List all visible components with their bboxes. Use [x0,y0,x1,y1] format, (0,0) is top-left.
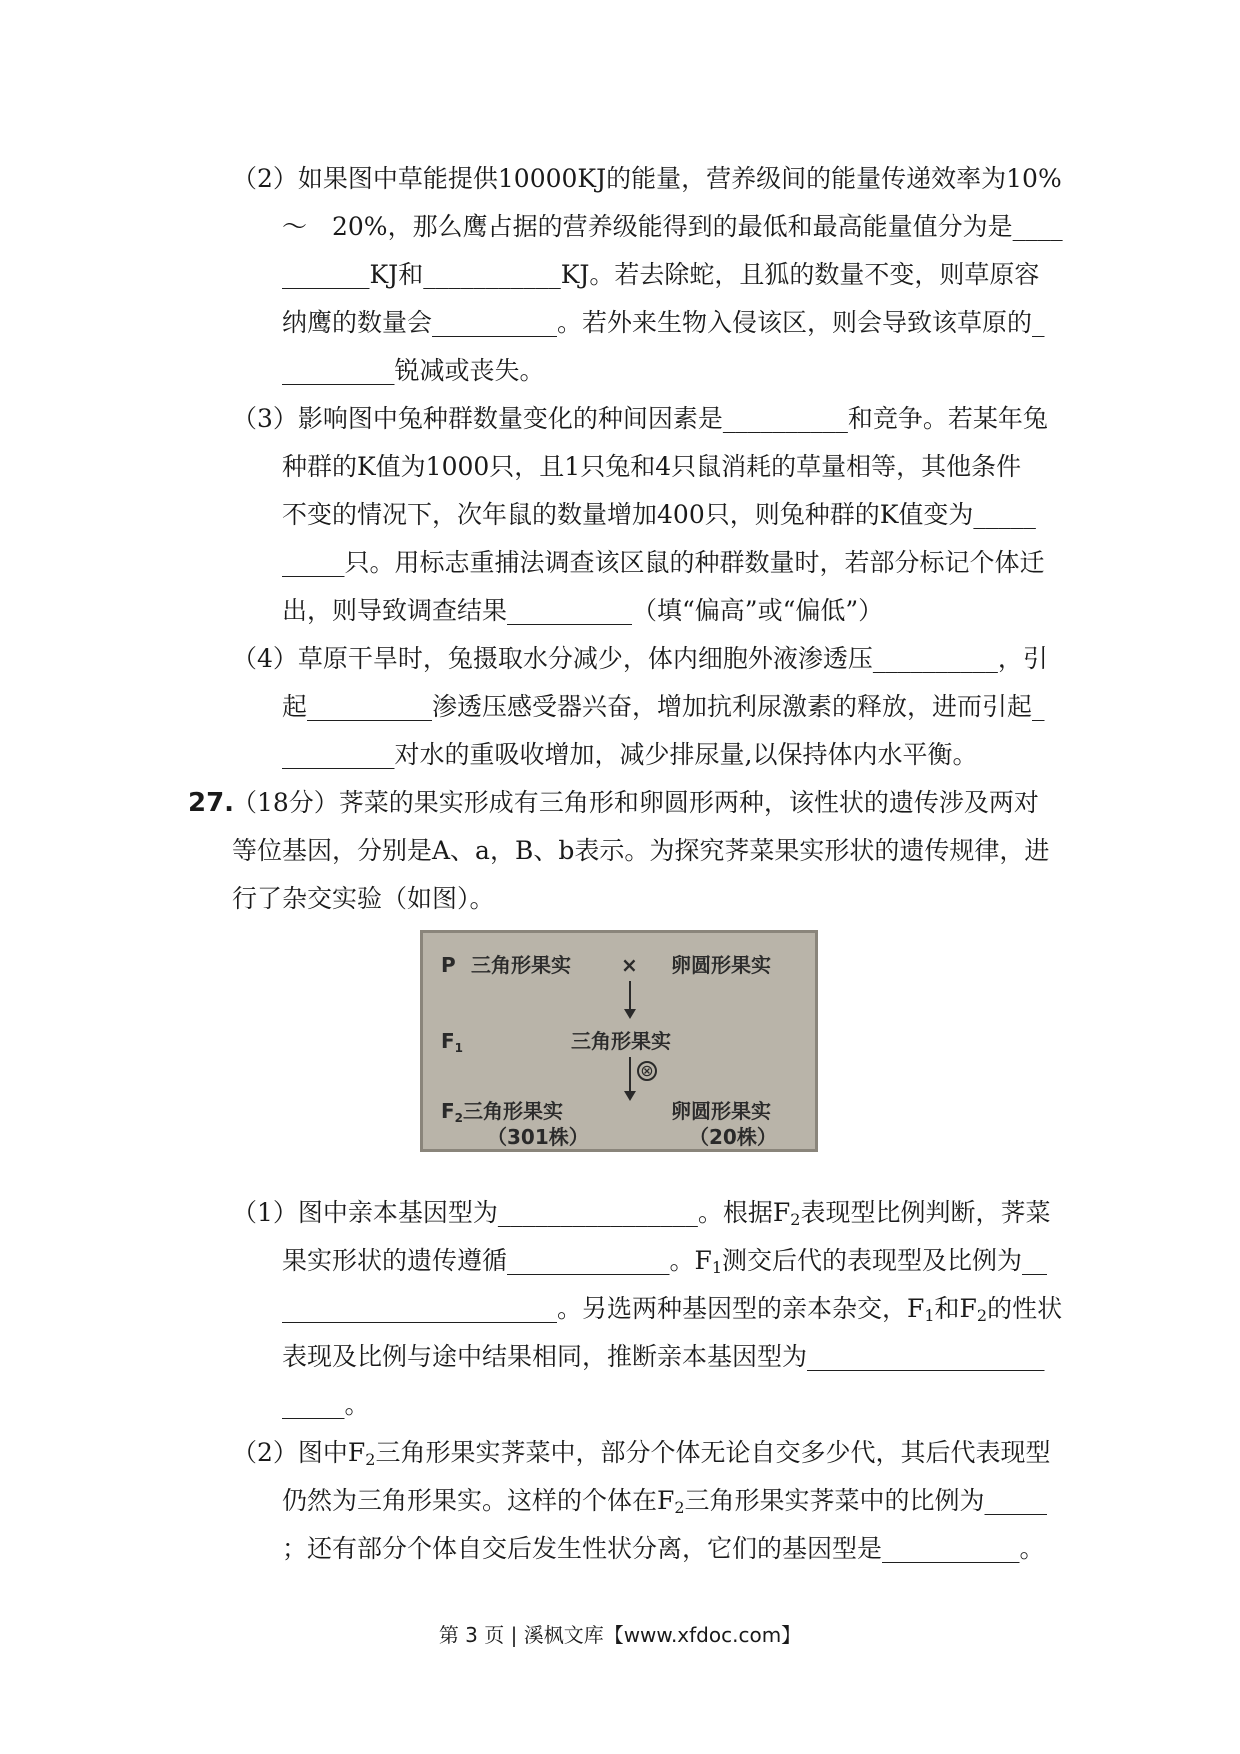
q26-p3-line-3: 不变的情况下，次年鼠的数量增加400只，则兔种群的K值变为_____ [282,500,1036,529]
q26-p3-line-1: （3）影响图中兔种群数量变化的种间因素是__________和竞争。若某年兔 [232,404,1048,433]
q27-p1-line-3-text-mid: 和F [934,1294,977,1323]
page-footer: 第 3 页 | 溪枫文库【www.xfdoc.com】 [438,1623,802,1647]
q27-p2-line-2-text-a: 仍然为三角形果实。这样的个体在F [282,1486,675,1515]
q27-p1-line-3 [282,1292,1062,1333]
f2-left-count: （301株） [487,1125,589,1149]
q26-p4-line-2: 起__________渗透压感受器兴奋，增加抗利尿激素的释放，进而引起_ [282,692,1045,721]
q26-p4-line-1: （4）草原干旱时，兔摄取水分减少，体内细胞外液渗透压__________，引 [232,644,1048,673]
f2-letter: F [441,1099,455,1123]
p-right-phenotype: 卵圆形果实 [671,953,771,977]
subscript: 2 [674,1498,685,1517]
p-generation-label: P [441,953,456,977]
q26-p2-line-1: （2）如果图中草能提供10000KJ的能量，营养级间的能量传递效率为10% [232,164,1062,193]
q27-p1-line-1-text-b: 表现型比例判断，荠菜 [800,1198,1051,1227]
cross-symbol: × [621,953,638,977]
q26-p3-line-2: 种群的K值为1000只，且1只兔和4只鼠消耗的草量相等，其他条件 [282,452,1022,481]
q27-intro-line-1: （18分）荠菜的果实形成有三角形和卵圆形两种，该性状的遗传涉及两对 [232,788,1039,817]
q26-p2-line-5: _________锐减或丧失。 [282,356,545,385]
f2-subscript: 2 [454,1111,464,1125]
q27-p2-line-3: ；还有部分个体自交后发生性状分离，它们的基因型是___________。 [282,1534,1045,1563]
q27-p2-line-2-text-b: 三角形果实荠菜中的比例为_____ [684,1486,1048,1515]
subscript: 2 [365,1450,376,1469]
q26-p3-line-4: _____只。用标志重捕法调查该区鼠的种群数量时，若部分标记个体迁 [282,548,1045,577]
q26-p2-line-4: 纳鹰的数量会__________。若外来生物入侵该区，则会导致该草原的_ [282,308,1045,337]
q27-p1-line-1 [232,1196,1050,1237]
q27-p1-line-5: _____。 [282,1390,370,1419]
q26-p2-line-2: ～ 20%，那么鹰占据的营养级能得到的最低和最高能量值分为是____ [282,212,1063,241]
q27-intro-line-2: 等位基因，分别是A、a，B、b表示。为探究荠菜果实形状的遗传规律，进 [232,836,1050,865]
q27-p1-line-2-text-a: 果实形状的遗传遵循_____________。F [282,1246,712,1275]
f1-subscript: 1 [454,1041,464,1055]
q27-p1-line-3-text-a: ______________________。另选两种基因型的亲本杂交，F [282,1294,925,1323]
arrow-head-p-to-f1 [624,1009,636,1019]
q27-p2-line-2 [282,1484,1047,1525]
subscript: 1 [924,1306,935,1325]
f1-letter: F [441,1029,455,1053]
f1-generation-label [441,1029,463,1060]
subscript: 2 [976,1306,988,1325]
q27-p1-line-1-text-a: （1）图中亲本基因型为________________。根据F [232,1198,791,1227]
f1-phenotype: 三角形果实 [571,1029,671,1053]
arrow-p-to-f1 [629,981,631,1011]
f2-generation-label [441,1099,463,1130]
q27-p1-line-2-text-b: 测交后代的表现型及比例为__ [722,1246,1048,1275]
q27-p1-line-3-text-b: 的性状 [987,1294,1063,1323]
q27-p1-line-2 [282,1244,1047,1285]
q26-p3-line-5: 出，则导致调查结果__________（填“偏高”或“偏低”） [282,596,884,625]
q27-p1-line-4: 表现及比例与途中结果相同，推断亲本基因型为___________________ [282,1342,1045,1371]
q27-p2-line-1 [232,1436,1050,1477]
subscript: 1 [711,1258,723,1277]
q27-p2-line-1-text-b: 三角形果实荠菜中，部分个体无论自交多少代，其后代表现型 [375,1438,1051,1467]
q27-intro-line-3: 行了杂交实验（如图）。 [232,884,495,913]
q26-p2-line-3: _______KJ和___________KJ。若去除蛇，且狐的数量不变，则草原容 [282,260,1040,289]
q27-p2-line-1-text-a: （2）图中F [232,1438,366,1467]
self-cross-symbol: ⊗ [637,1061,657,1081]
q26-p4-line-3: _________对水的重吸收增加，减少排尿量,以保持体内水平衡。 [282,740,978,769]
f2-left-phenotype: 三角形果实 [463,1099,563,1123]
question-number-27: 27. [188,788,235,818]
cross-diagram-figure [420,930,818,1152]
f2-right-phenotype: 卵圆形果实 [671,1099,771,1123]
p-left-phenotype: 三角形果实 [471,953,571,977]
f2-right-count: （20株） [689,1125,777,1149]
subscript: 2 [790,1210,801,1229]
arrow-head-f1-to-f2 [624,1091,636,1101]
arrow-f1-to-f2 [629,1057,631,1093]
